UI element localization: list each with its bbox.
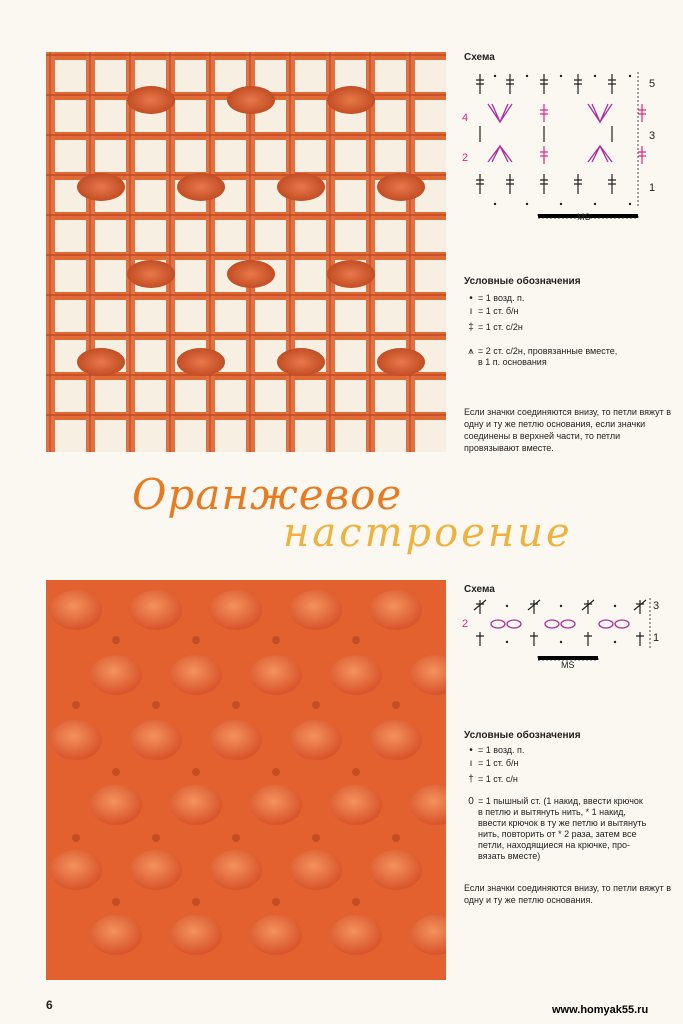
legend-item-chain-2: • = 1 возд. п. [464, 745, 524, 756]
single-crochet-icon: ı [469, 758, 473, 769]
legend-item-dc2tog: ⩚ = 2 ст. с/2н, провязанные вместе, в 1 п. основания [464, 346, 617, 368]
repeat-label-2: MS [561, 660, 575, 670]
schema-heading-2: Схема [464, 584, 495, 595]
row-number-4: 4 [462, 112, 469, 124]
note-2: Если значки соединяются внизу, то петли вяжут в одну и ту же петлю основания. [464, 883, 672, 905]
half-double-crochet-icon: † [468, 774, 474, 785]
page-number: 6 [46, 998, 53, 1012]
legend-heading-1: Условные обозначения [464, 276, 581, 287]
row-number-3: 3 [649, 130, 656, 142]
crochet-diagram-2 [458, 596, 658, 666]
row-number-5: 5 [649, 78, 656, 90]
puff-pattern-photo [46, 580, 446, 980]
chain-stitch-icon: • [469, 745, 473, 756]
single-crochet-icon: ı [469, 306, 473, 317]
legend-item-hdc: † = 1 ст. с/н [464, 774, 518, 785]
chain-stitch-icon: • [469, 293, 473, 304]
legend-item-chain: • = 1 возд. п. [464, 293, 524, 304]
title-line-1: Оранжевое [132, 470, 403, 519]
legend-item-dc: ‡ = 1 ст. с/2н [464, 322, 523, 333]
row-number-2: 2 [462, 152, 469, 164]
title-line-2: настроение [283, 510, 573, 556]
row-number-3b: 3 [653, 600, 660, 612]
schema-heading-1: Схема [464, 52, 495, 63]
legend-item-puff: 0 = 1 пышный ст. (1 накид, ввести крючок в петлю и вытянуть нить, * 1 накид, ввести крючок в ту же петлю и вытянуть нить, повторить от * 2 раза, затем все петли, находящиеся на крючке, про- вязать вместе) [464, 796, 646, 862]
mesh-pattern-photo [46, 52, 446, 452]
row-number-2b: 2 [462, 618, 469, 630]
site-watermark: www.homyak55.ru [552, 1004, 649, 1016]
two-dc-together-icon: ⩚ [468, 346, 474, 357]
note-1: Если значки соединяются внизу, то петли вяжут в одну и ту же петлю основания, если значки соединены в верхней части, то петли провязывают вместе. [464, 407, 672, 453]
row-number-1: 1 [649, 182, 656, 194]
legend-heading-2: Условные обозначения [464, 730, 581, 741]
mesh-pattern-image [46, 52, 446, 452]
legend-item-sc-2: ı = 1 ст. б/н [464, 758, 519, 769]
puff-stitch-icon: 0 [468, 796, 474, 807]
row-number-1b: 1 [653, 632, 660, 644]
crochet-diagram-1 [458, 66, 663, 226]
puff-pattern-image [46, 580, 446, 980]
legend-item-sc: ı = 1 ст. б/н [464, 306, 519, 317]
repeat-label-1: MS [577, 212, 591, 222]
double-crochet-icon: ‡ [468, 322, 474, 333]
